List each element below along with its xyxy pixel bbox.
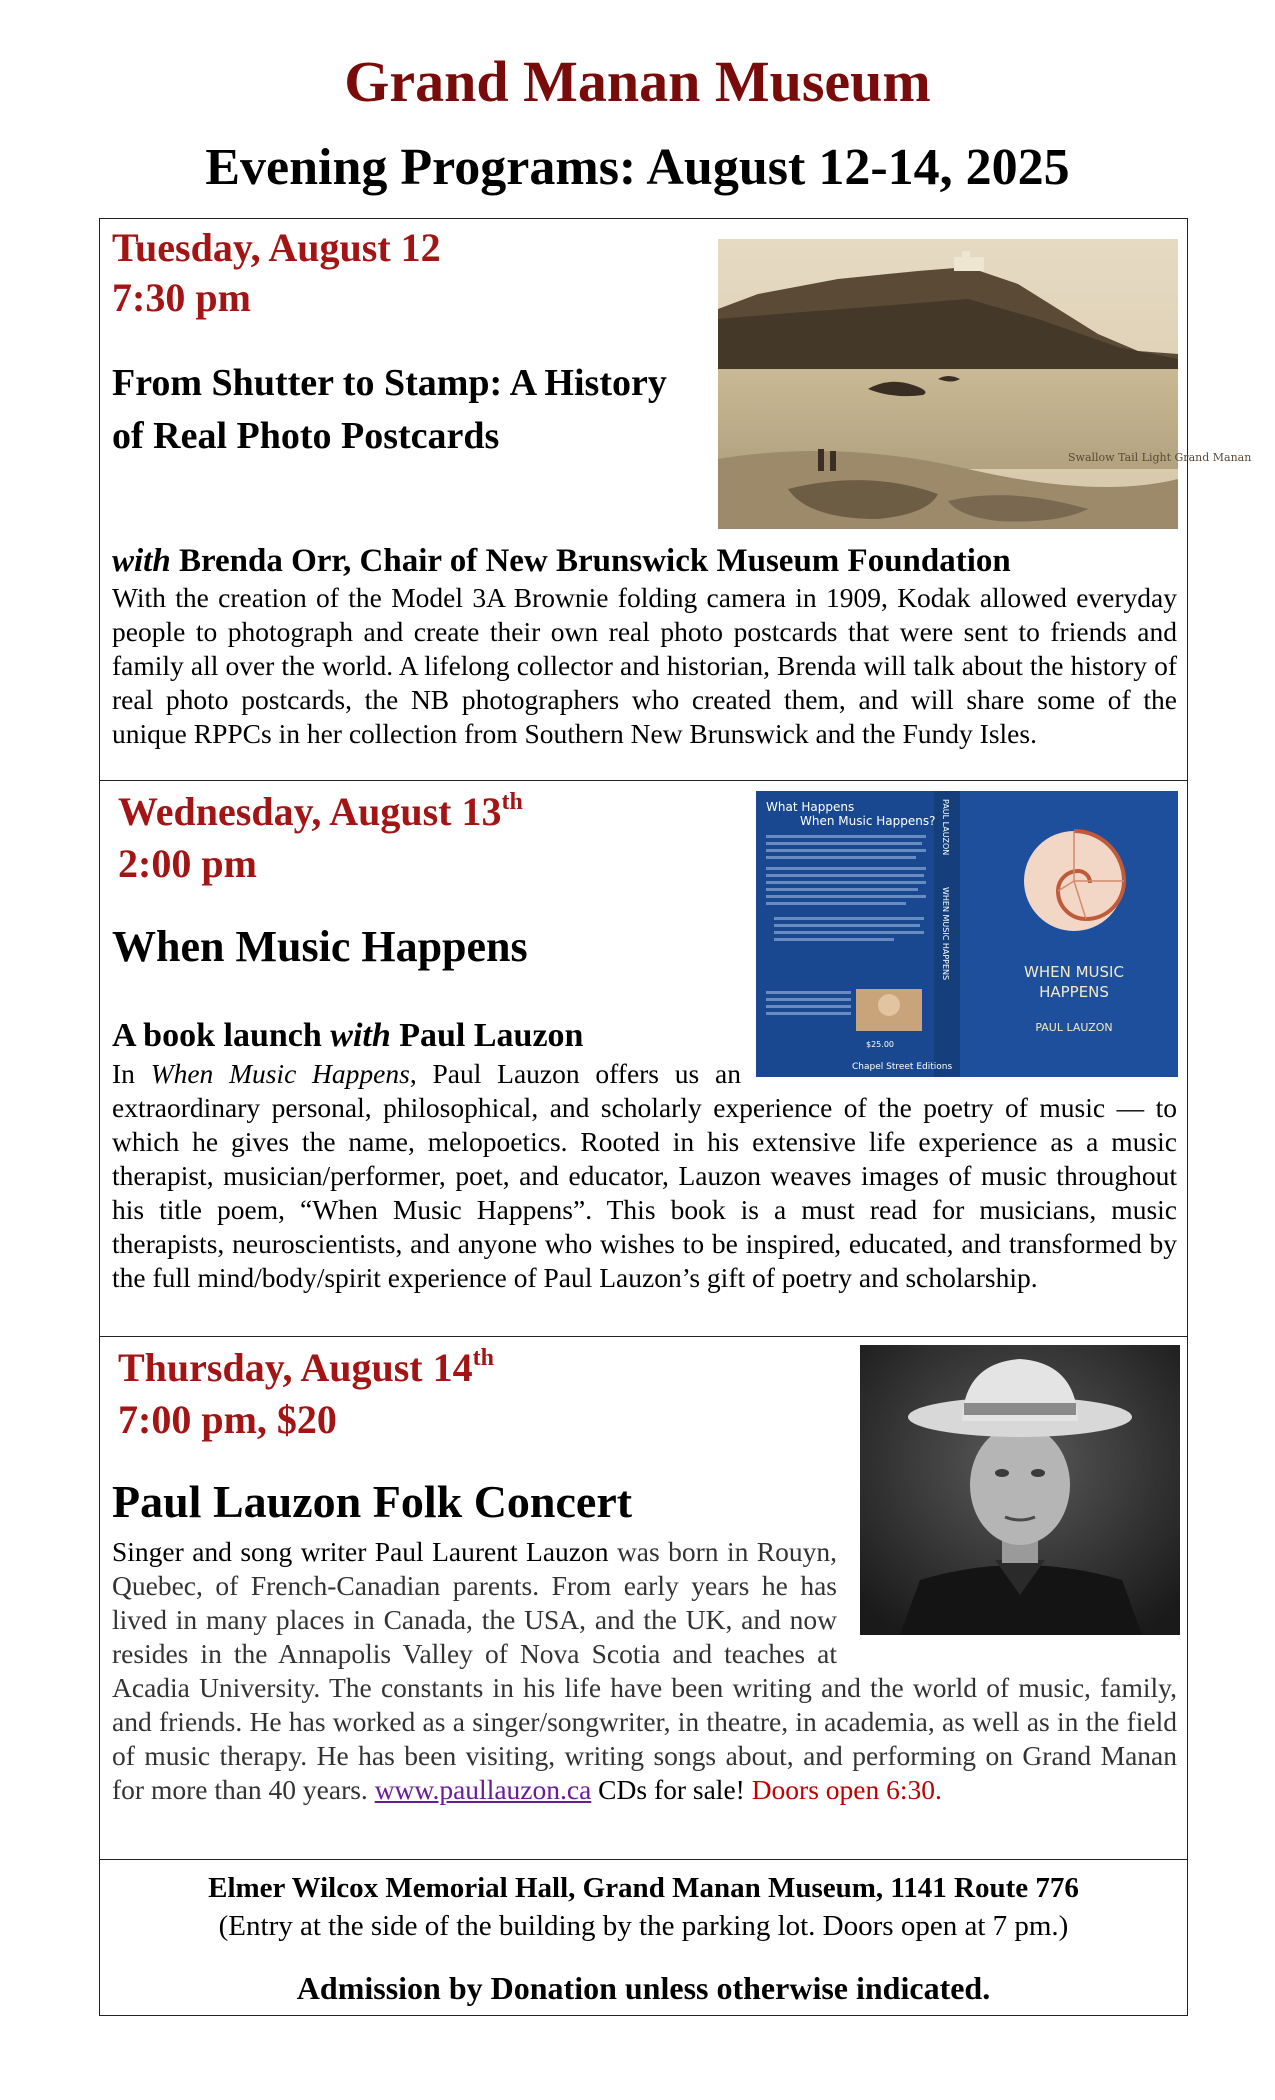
event-tuesday (99, 218, 1252, 781)
event-thursday (99, 1336, 1188, 1860)
event-time: 2:00 pm (118, 841, 257, 886)
event-time: 7:30 pm (112, 275, 251, 320)
book-cover (756, 791, 1178, 1077)
admission-note: Admission by Donation unless otherwise indicated. (296, 1970, 991, 2006)
venue-address: Elmer Wilcox Memorial Hall, Grand Manan Museum, 1141 Route 776 (208, 1872, 1079, 1904)
svg-text:When Music Happens?: When Music Happens? (800, 814, 936, 828)
presenter-line (112, 543, 1011, 580)
event-day (118, 789, 523, 835)
svg-text:HAPPENS: HAPPENS (1039, 983, 1109, 1001)
presenter-name: Brenda Orr, Chair of New Brunswick Museum Foundation (178, 543, 1011, 579)
desc-rest: was born in Rouyn, Quebec, of French-Canadian parents. From early years he has lived in many places in Canada, the USA, and the UK, and now resides in the Annapolis Valley of Nova Scotia and teaches at Acadia University. The constants in his life have been writing and the world of music, family, and friends. He has worked as a singer/songwriter, in theatre, in academia, as well as in the field of music therapy. He has been visiting, writing songs about, and performing on Grand Manan for more than 40 years. (112, 1536, 1177, 1805)
footer-venue (99, 1859, 1188, 2016)
desc-intro: In (112, 1058, 151, 1089)
book-launch-line (112, 1017, 583, 1055)
doors-open: Doors open 6:30. (751, 1774, 942, 1805)
entry-note: (Entry at the side of the building by the parking lot. Doors open at 7 pm.) (218, 1910, 1069, 1942)
event-description: With the creation of the Model 3A Brownie folding camera in 1909, Kodak allowed everyday people to photograph and create their own real photo postcards that were sent to friends and family all over the world. A lifelong collector and historian, Brenda will talk about the history of real photo postcards, the NB photographers who created them, and will share some of the unique RPPCs in her collection from Southern New Brunswick and the Fundy Isles. (112, 582, 1177, 749)
postcard-caption: Swallow Tail Light Grand Manan (1068, 451, 1252, 464)
event-title: Paul Lauzon Folk Concert (112, 1476, 633, 1527)
postcard-photo (718, 239, 1252, 529)
event-description (112, 1057, 1177, 1295)
svg-text:What Happens: What Happens (766, 800, 855, 814)
with-word: with (112, 543, 171, 579)
spine-title: WHEN MUSIC HAPPENS (941, 887, 950, 981)
cover-title: WHEN MUSIC (1024, 963, 1124, 981)
with-word: with (330, 1017, 391, 1054)
cds-for-sale: CDs for sale! (591, 1774, 752, 1805)
museum-title: Grand Manan Museum (344, 49, 931, 114)
event-title: When Music Happens (112, 922, 528, 971)
event-time: 7:00 pm, $20 (118, 1397, 337, 1442)
book-publisher: Chapel Street Editions (852, 1062, 953, 1072)
desc-book-title: When Music Happens (150, 1058, 410, 1089)
event-day: Tuesday, August 12 (112, 225, 441, 270)
event-title: From Shutter to Stamp: A History of Real Photo Postcards (112, 362, 667, 457)
desc-rest: , Paul Lauzon offers us an extraordinary personal, philosophical, and scholarly experience of the poetry of music — to which he gives the name, melopoetics. Rooted in his extensive life experience as a music therapist, musician/performer, poet, and educator, Lauzon weaves images of music throughout his title poem, “When Music Happens”. This book is a must read for musicians, music therapists, neuroscientists, and anyone who wishes to be inspired, educated, and transformed by the full mind/body/spirit experience of Paul Lauzon’s gift of poetry and scholarship. (112, 1058, 1177, 1293)
website-link[interactable]: www.paullauzon.ca (374, 1774, 592, 1805)
desc-name: Singer and song writer Paul Laurent Lauzon (112, 1536, 609, 1567)
cover-author: PAUL LAUZON (1035, 1021, 1113, 1034)
day-suffix: th (501, 789, 523, 815)
event-wednesday (99, 780, 1188, 1337)
event-day-text: Wednesday, August 13 (118, 789, 502, 834)
day-suffix: th (472, 1345, 494, 1371)
book-price: $25.00 (866, 1040, 894, 1049)
event-description (112, 1535, 1177, 1807)
float-spacer (741, 1057, 1177, 1087)
event-day-text: Thursday, August 14 (118, 1345, 473, 1390)
launch-text: A book launch (112, 1017, 331, 1054)
programs-subtitle: Evening Programs: August 12-14, 2025 (205, 139, 1070, 196)
event-day (118, 1345, 494, 1391)
float-spacer (837, 1535, 1177, 1671)
author-name: Paul Lauzon (390, 1017, 584, 1054)
spine-author: PAUL LAUZON (941, 799, 950, 856)
